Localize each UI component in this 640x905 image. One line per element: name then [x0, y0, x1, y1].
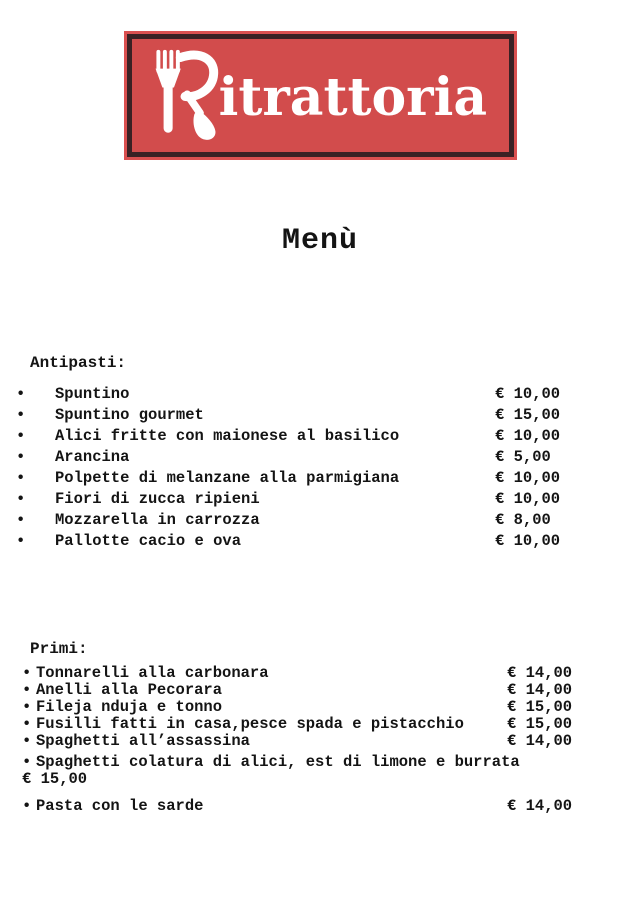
bullet-icon: • [22, 797, 32, 815]
bullet-icon: • [16, 469, 26, 487]
menu-item [0, 665, 640, 682]
item-price: € 10,00 [495, 490, 561, 508]
section-heading: Primi: [30, 640, 88, 658]
bullet-icon: • [22, 664, 32, 682]
item-name: Anelli alla Pecorara [36, 681, 223, 699]
menu-sections [0, 353, 640, 815]
item-name: Spuntino gourmet [55, 406, 204, 424]
menu-item [0, 754, 640, 771]
item-price: € 10,00 [495, 385, 561, 403]
item-name: Tonnarelli alla carbonara [36, 664, 269, 682]
item-price: € 14,00 [507, 681, 573, 699]
restaurant-logo [127, 34, 514, 157]
menu-item [0, 405, 640, 426]
menu-item [0, 510, 640, 531]
section-list [0, 665, 640, 815]
menu-item [0, 699, 640, 716]
item-price: € 15,00 [507, 715, 573, 733]
item-price: € 8,00 [495, 511, 551, 529]
item-name: Alici fritte con maionese al basilico [55, 427, 400, 445]
menu-item [0, 733, 640, 750]
item-name: Spaghetti all’assassina [36, 732, 250, 750]
section-heading: Antipasti: [30, 354, 127, 372]
menu-item [0, 468, 640, 489]
menu-item [0, 531, 640, 552]
item-price: € 10,00 [495, 427, 561, 445]
bullet-icon: • [22, 681, 32, 699]
item-price: € 15,00 [495, 406, 561, 424]
menu-item [0, 447, 640, 468]
item-name: Pallotte cacio e ova [55, 532, 242, 550]
bullet-icon: • [16, 490, 26, 508]
item-name: Mozzarella in carrozza [55, 511, 260, 529]
item-price: € 15,00 [22, 770, 88, 788]
bullet-icon: • [16, 511, 26, 529]
section-list [0, 384, 640, 552]
menu-section [0, 639, 640, 815]
logo-wordmark: itrattoria [218, 66, 488, 128]
item-price: € 14,00 [507, 797, 573, 815]
bullet-icon: • [16, 385, 26, 403]
menu-item [0, 716, 640, 733]
item-price: € 14,00 [507, 732, 573, 750]
item-name: Fusilli fatti in casa,pesce spada e pistacchio [36, 715, 464, 733]
item-price: € 14,00 [507, 664, 573, 682]
menu-item [0, 384, 640, 405]
bullet-icon: • [22, 698, 32, 716]
bullet-icon: • [22, 753, 32, 771]
menu-item [0, 798, 640, 815]
menu-item [0, 682, 640, 699]
menu-section [0, 353, 640, 552]
item-name: Fileja nduja e tonno [36, 698, 223, 716]
bullet-icon: • [16, 532, 26, 550]
item-name: Spaghetti colatura di alici, est di limone e burrata [36, 753, 520, 771]
bullet-icon: • [22, 732, 32, 750]
item-name: Polpette di melanzane alla parmigiana [55, 469, 400, 487]
menu-item [0, 489, 640, 510]
menu-item [0, 426, 640, 447]
item-name: Arancina [55, 448, 130, 466]
item-price: € 15,00 [507, 698, 573, 716]
item-name: Pasta con le sarde [36, 797, 204, 815]
menu-item-price-line [0, 771, 640, 788]
bullet-icon: • [16, 406, 26, 424]
menu-title: Menù [281, 224, 358, 258]
item-price: € 10,00 [495, 532, 561, 550]
item-price: € 10,00 [495, 469, 561, 487]
bullet-icon: • [16, 427, 26, 445]
item-price: € 5,00 [495, 448, 551, 466]
fork-paintbrush-r-icon [153, 49, 220, 143]
item-name: Spuntino [55, 385, 130, 403]
bullet-icon: • [22, 715, 32, 733]
item-name: Fiori di zucca ripieni [55, 490, 260, 508]
bullet-icon: • [16, 448, 26, 466]
